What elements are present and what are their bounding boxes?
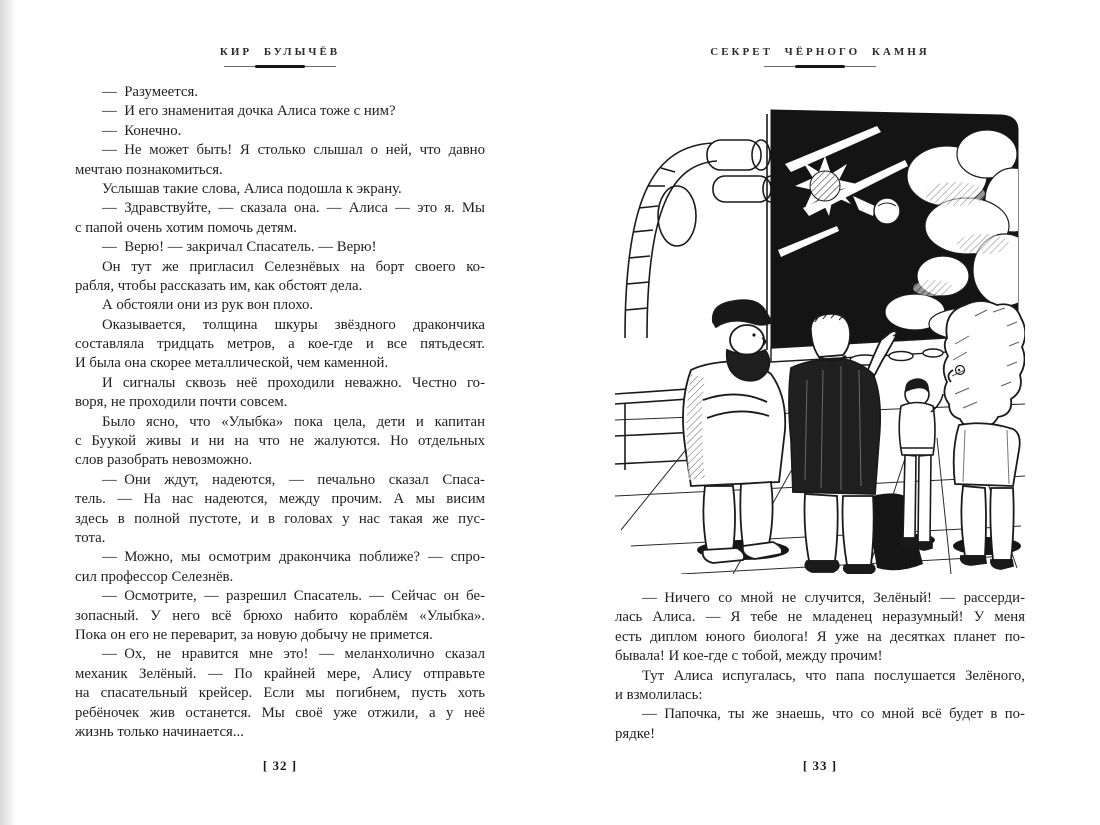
text-line: — Ох, не нравится мне это! — меланхолично сказал [102,646,485,663]
text-line: ребёночек жив останется. Мы своё уже отжили, а у неё [75,704,485,721]
text-line: — Не может быть! Я столько слышал о ней, что давно [102,142,485,159]
captain-cap [713,300,772,327]
text-line: — Можно, мы осмотрим дракончика поближе? — спро- [102,549,485,566]
page-33-text [615,589,1025,744]
text-line: Тут Алиса испугалась, что папа послушается Зелёного, [642,667,1025,684]
text-line: — Осмотрите, — разрешил Спасатель. — Сейчас он бе- [102,588,485,605]
text-line: тота. [75,529,106,546]
text-line: есть диплом юного биолога! Я уже на десятках планет по- [615,628,1025,645]
captain-face [730,325,764,355]
header-ornament [764,65,876,68]
text-line: составляла тридцать метров, а кое-где и все пятьдесят. [75,336,485,353]
text-line: Пока он его не переварит, за новую добычу не примется. [75,626,433,643]
text-line: — Они ждут, надеются, — печально сказал Спаса- [102,471,485,488]
text-line: — Верю! — закричал Спасатель. — Верю! [102,239,377,256]
page-32-text [75,83,485,742]
text-line: бывала! И кое-где с тобой, между прочим! [615,648,883,665]
text-line: — Конечно. [102,122,182,139]
page-32 [75,0,485,825]
professor-jacket [789,359,880,494]
text-line: Услышав такие слова, Алиса подошла к экрану. [102,180,402,197]
text-line: — И его знаменитая дочка Алиса тоже с ним? [102,103,396,120]
text-line: Оказывается, толщина шкуры звёздного дракончика [102,316,485,333]
alisa-figure [899,379,943,550]
text-line: Было ясно, что «Улыбка» пока цела, дети и капитан [102,413,485,430]
text-line: рабля, чтобы рассказать им, как обстоят дела. [75,277,363,294]
illustration [615,98,1025,574]
header-ornament [224,65,336,68]
text-line: слов разобрать невозможно. [75,452,253,469]
running-head-author [75,46,485,68]
text-line: с папой очень хотим помочь детям. [75,219,297,236]
text-line: здесь в полной пустоте, и в головах у нас такая же пус- [75,510,485,527]
mechanic-figure [944,301,1025,569]
running-head-title [615,46,1025,68]
text-line: мечтаю познакомиться. [75,161,223,178]
text-line: жизнь только начинается... [75,723,244,740]
text-line: — Папочка, ты же знаешь, что со мной всё будет в по- [642,706,1025,723]
text-line: И была она скорее металлической, чем каменной. [75,355,389,372]
text-line: на спасательный крейсер. Если мы погибнем, пусть хоть [75,685,485,702]
dragon-head [874,198,900,224]
text-line: воря, не проходили почти совсем. [75,394,288,411]
text-line: механик Зелёный. — По крайней мере, Алису отправьте [75,665,485,682]
book-title-header: СЕКРЕТ ЧЁРНОГО КАМНЯ [710,46,930,58]
text-line: И сигналы сквозь неё проходили неважно. Честно го- [102,374,485,391]
text-line: зопасный. У него всё брюхо набито кораблём «Улыбка». [75,607,485,624]
text-line: с Буукой живы и ни на что не жалуются. Но отдельных [75,433,485,450]
text-line: — Разумеется. [102,84,198,100]
author-header: КИР БУЛЫЧЁВ [219,46,341,58]
bridge-illustration-svg [615,98,1025,574]
text-line: сил профессор Селезнёв. [75,568,234,585]
text-line: лась Алиса. — Я тебе не младенец неразумный! У меня [615,609,1025,626]
page-number-33: [ 33 ] [802,758,838,773]
text-line: А обстояли они из рук вон плохо. [102,297,314,314]
text-line: Он тут же пригласил Селезнёвых на борт своего ко- [102,258,485,275]
text-line: рядке! [615,725,656,742]
page-33 [615,0,1025,825]
text-line: тель. — На нас надеются, между прочим. А мы висим [75,491,485,508]
captain-figure [683,300,785,563]
page-number-32: [ 32 ] [262,758,298,773]
text-line: — Ничего со мной не случится, Зелёный! — рассерди- [642,590,1025,606]
page-edge-shadow [0,0,16,825]
text-line: — Здравствуйте, — сказала она. — Алиса — это я. Мы [102,200,485,217]
text-line: и взмолилась: [615,686,703,703]
